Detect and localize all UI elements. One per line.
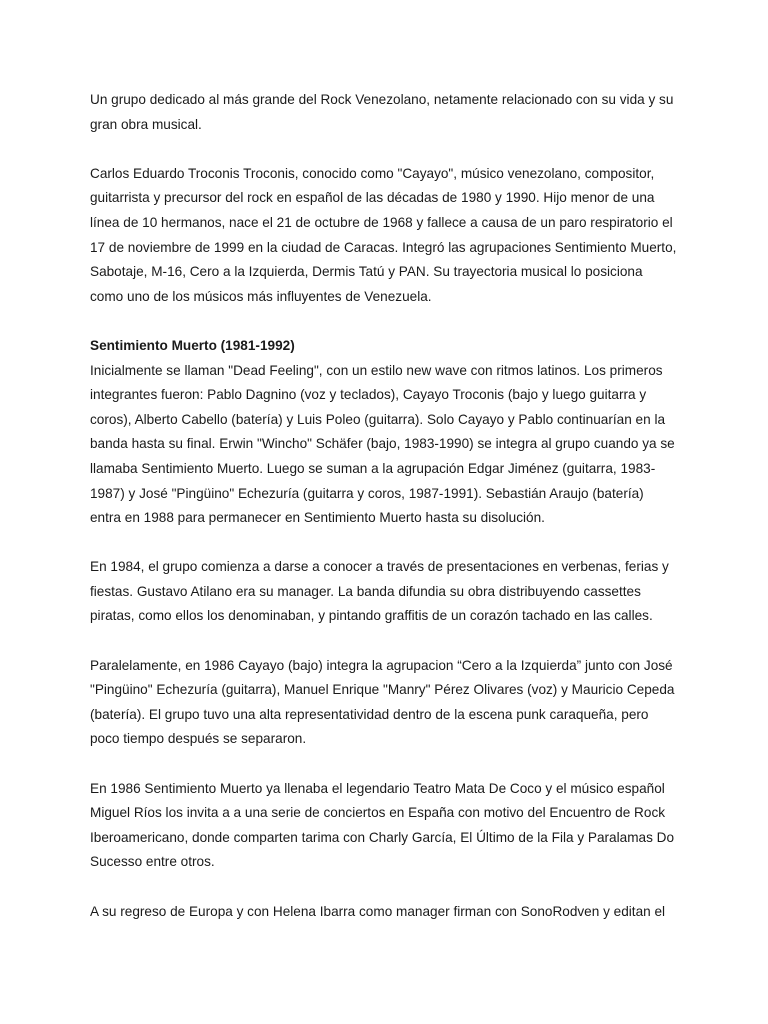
paragraph-1986-cero: Paralelamente, en 1986 Cayayo (bajo) integra la agrupacion “Cero a la Izquierda” junto con José "Pingüino" Echezuría (guitarra), Manuel Enrique "Manry" Pérez Olivares (voz) y Mauricio Cepeda (batería). El grupo tuvo una alta representatividad dentro de la escena punk caraqueña, pero poco tiempo después se separaron. xyxy=(90,657,675,747)
intro-paragraph: Un grupo dedicado al más grande del Rock Venezolano, netamente relacionado con su vida y su gran obra musical. xyxy=(90,92,674,132)
paragraph-regreso: A su regreso de Europa y con Helena Ibarra como manager firman con SonoRodven y editan el xyxy=(90,903,666,919)
bio-paragraph: Carlos Eduardo Troconis Troconis, conocido como "Cayayo", músico venezolano, compositor, guitarrista y precursor del rock en español de las décadas de 1980 y 1990. Hijo menor de una línea de 10 hermanos, nace el 21 de octubre de 1968 y fallece a causa de un paro respiratorio el 17 de noviembre de 1999 en la ciudad de Caracas. Integró las agrupaciones Sentimiento Muerto, Sabotaje, M-16, Cero a la Izquierda, Dermis Tatú y PAN. Su trayectoria musical lo posiciona como uno de los músicos más influyentes de Venezuela. xyxy=(90,165,677,304)
paragraph-1986-espana: En 1986 Sentimiento Muerto ya llenaba el legendario Teatro Mata De Coco y el músico español Miguel Ríos los invita a a una serie de conciertos en España con motivo del Encuentro de Rock Iberoamericano, donde comparten tarima con Charly García, El Último de la Fila y Paralamas Do Sucesso entre otros. xyxy=(90,780,675,870)
paragraph-1984: En 1984, el grupo comienza a darse a conocer a través de presentaciones en verbenas, ferias y fiestas. Gustavo Atilano era su manager. La banda difundia su obra distribuyendo cassettes piratas, como ellos los denominaban, y pintando graffitis de un corazón tachado en las calles. xyxy=(90,559,669,624)
section-body: Inicialmente se llaman "Dead Feeling", con un estilo new wave con ritmos latinos. Los primeros integrantes fueron: Pablo Dagnino (voz y teclados), Cayayo Troconis (bajo y luego guitarra y coros), Alberto Cabello (batería) y Luis Poleo (guitarra). Solo Cayayo y Pablo continuarían en la banda hasta su final. Erwin "Wincho" Schäfer (bajo, 1983-1990) se integra al grupo cuando ya se llamaba Sentimiento Muerto. Luego se suman a la agrupación Edgar Jiménez (guitarra, 1983-1987) y José "Pingüino" Echezuría (guitarra y coros, 1987-1991). Sebastián Araujo (batería) entra en 1988 para permanecer en Sentimiento Muerto hasta su disolución. xyxy=(90,362,675,526)
sentimiento-muerto-section xyxy=(90,334,678,531)
section-heading: Sentimiento Muerto (1981-1992) xyxy=(90,337,295,353)
document-page xyxy=(90,88,678,949)
